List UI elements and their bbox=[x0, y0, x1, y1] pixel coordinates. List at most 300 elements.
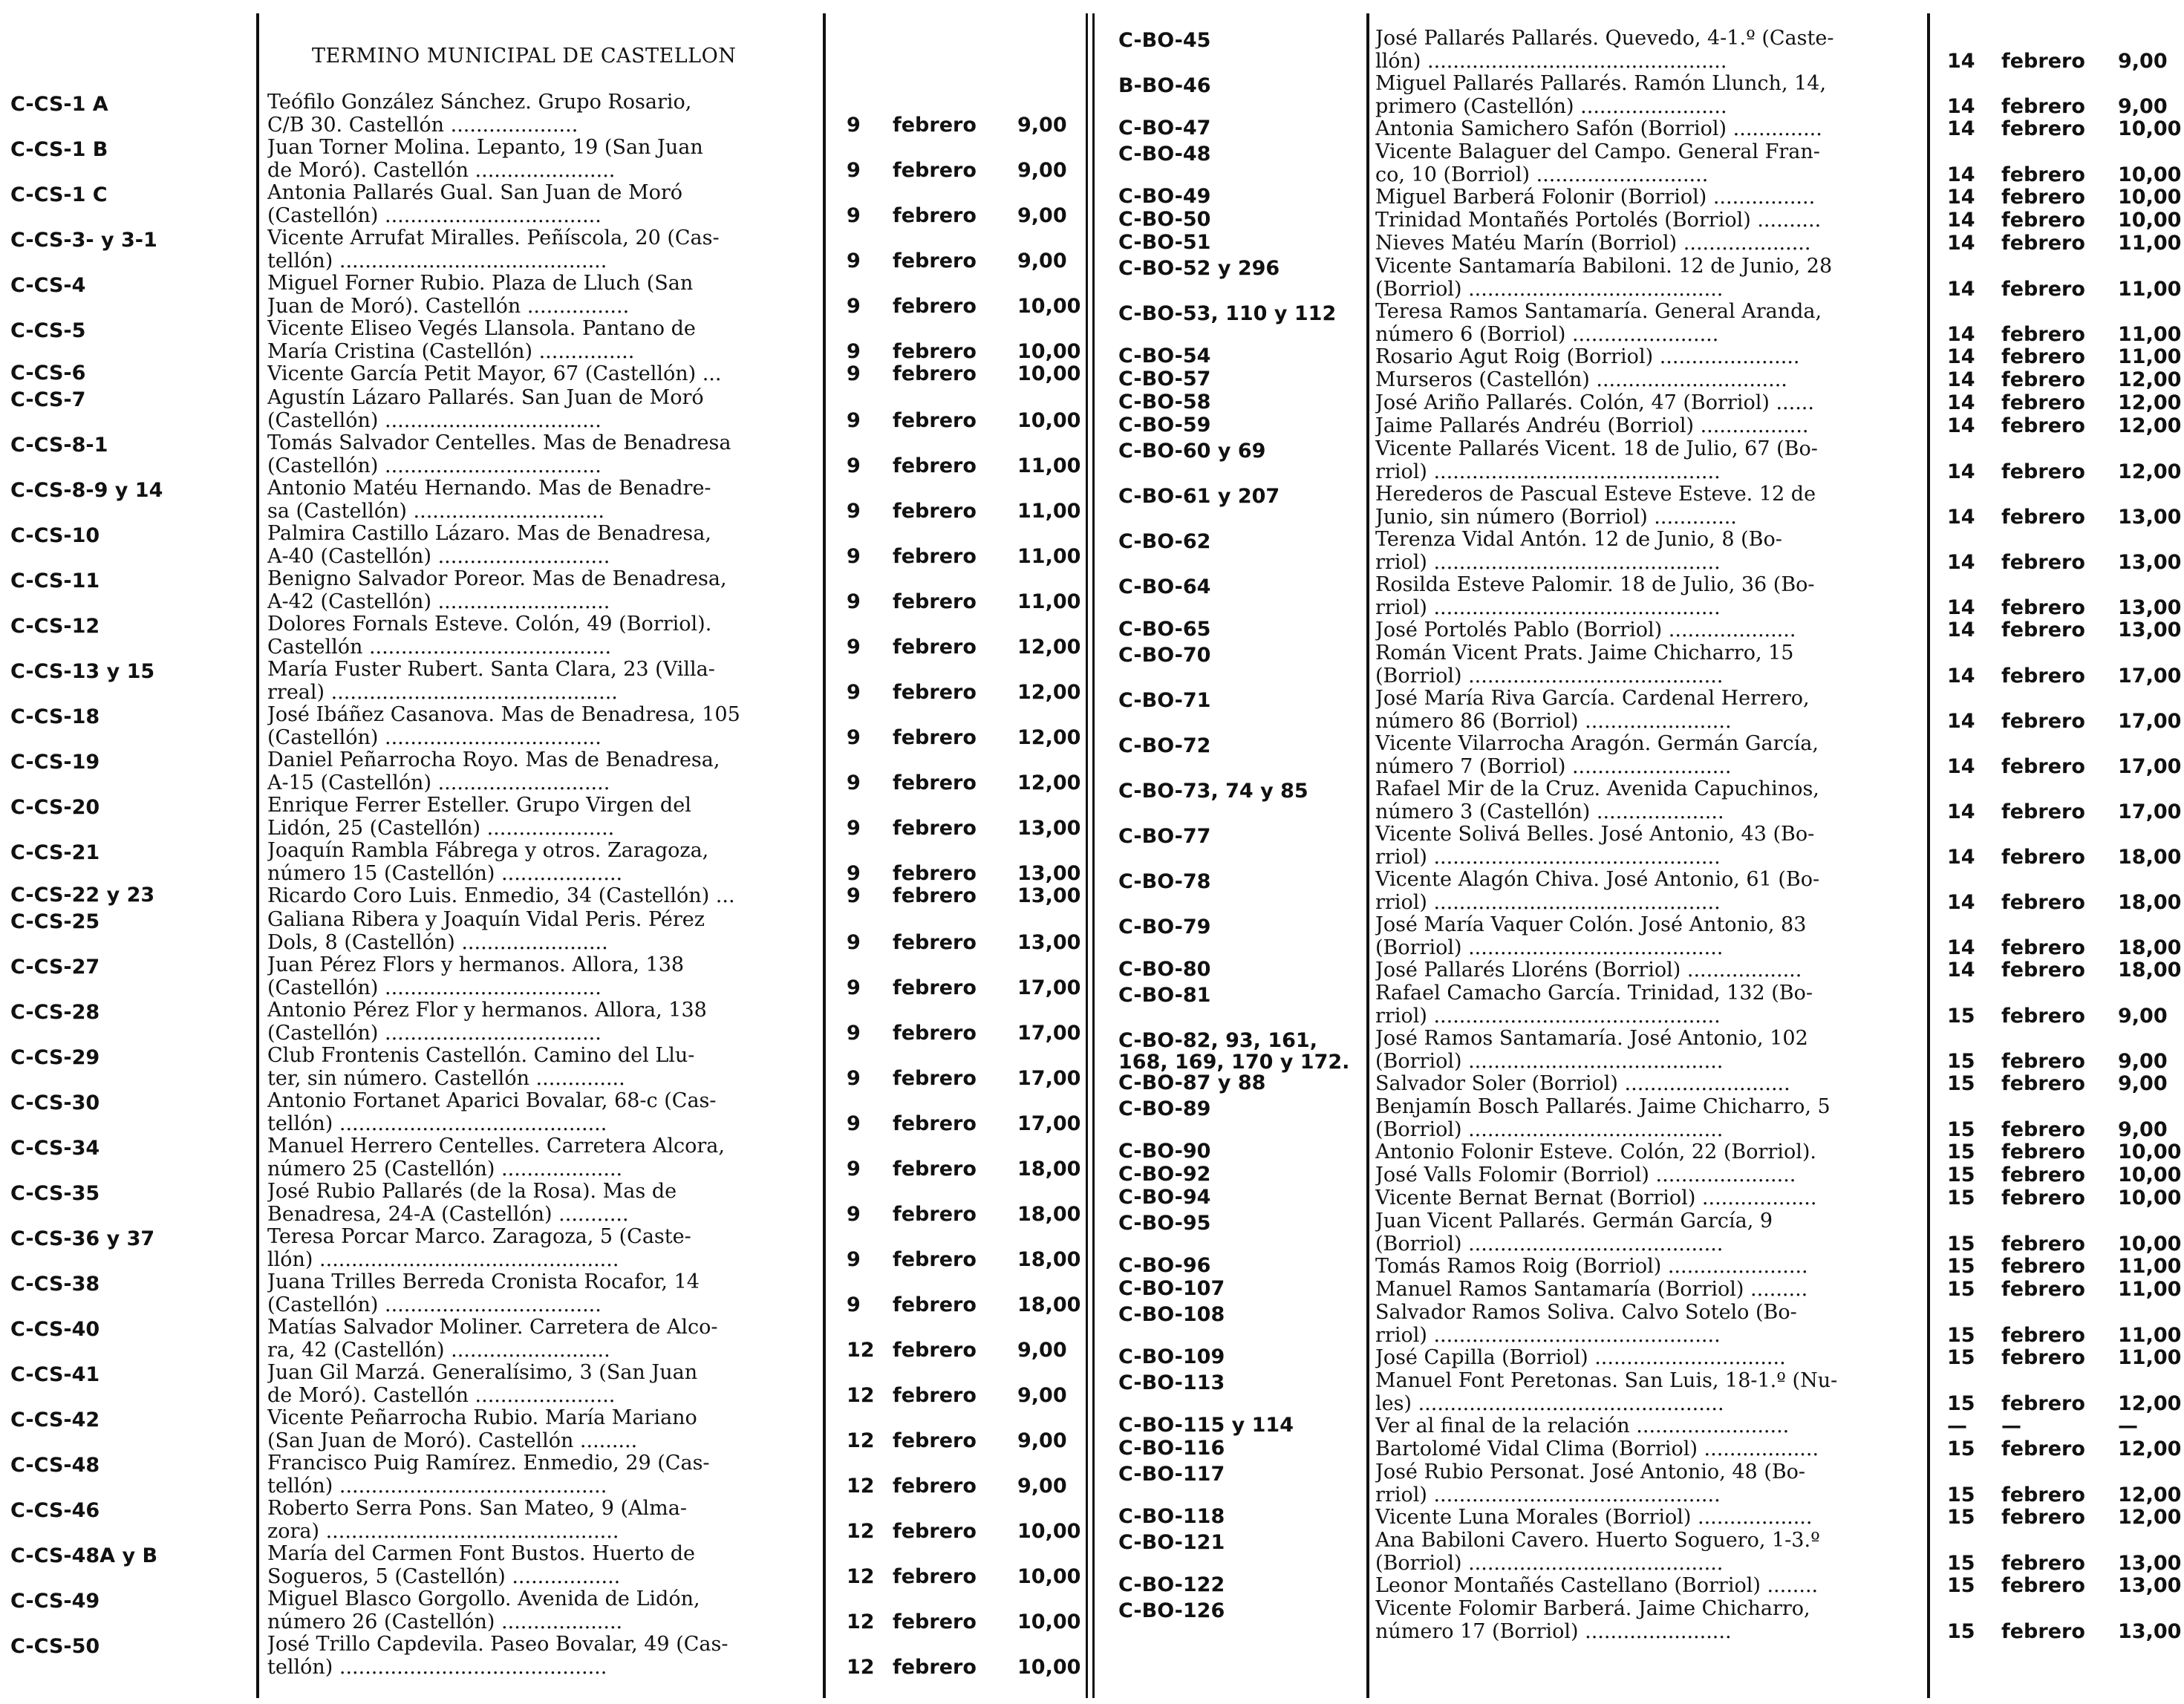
entry-hour: 10,00 bbox=[2118, 186, 2182, 209]
entry-line: Rosilda Esteve Palomir. 18 de Julio, 36 (Bo- bbox=[1375, 573, 1815, 596]
entry-code: C-CS-7 bbox=[10, 388, 86, 411]
entry-month: febrero bbox=[2001, 1346, 2085, 1369]
entry-line: Junio, sin número (Borriol) ............. bbox=[1375, 506, 1737, 529]
entry-month: febrero bbox=[2001, 232, 2085, 255]
entry-hour: 13,00 bbox=[2118, 551, 2182, 574]
entry-month: febrero bbox=[2001, 1620, 2085, 1643]
entry-code: C-BO-47 bbox=[1118, 117, 1211, 140]
entry-month: febrero bbox=[2001, 209, 2085, 232]
entry-line: primero (Castellón) ....................... bbox=[1375, 95, 1727, 118]
entry-month: febrero bbox=[893, 590, 977, 613]
entry-line: rriol) ............................................. bbox=[1375, 891, 1721, 914]
entry-line: sa (Castellón) .............................. bbox=[267, 500, 605, 523]
entry-text bbox=[267, 1180, 817, 1226]
entry-line: ra, 42 (Castellón) ......................... bbox=[267, 1339, 610, 1362]
entry-text bbox=[1375, 414, 1925, 437]
entry-line: (Borriol) ........................................ bbox=[1375, 1233, 1724, 1256]
entry-line: (San Juan de Moró). Castellón ......... bbox=[267, 1429, 638, 1452]
entry-text bbox=[1375, 1095, 1925, 1141]
entry-hour: 13,00 bbox=[2118, 1620, 2182, 1643]
entry-text bbox=[1375, 573, 1925, 619]
entry-text bbox=[267, 884, 817, 907]
entry-code: C-BO-51 bbox=[1118, 231, 1211, 254]
entry-month: febrero bbox=[893, 295, 977, 318]
entry-month: febrero bbox=[2001, 596, 2085, 619]
entry-line: Vicente Santamaría Babiloni. 12 de Junio, 28 bbox=[1375, 255, 1833, 278]
entry-day: 9 bbox=[847, 545, 861, 568]
entry-code: C-CS-42 bbox=[10, 1408, 100, 1432]
entry-day: 14 bbox=[1947, 551, 1975, 574]
entry-day: 14 bbox=[1947, 710, 1975, 733]
entry-line: rriol) ............................................. bbox=[1375, 846, 1721, 869]
entry-day: 15 bbox=[1947, 1483, 1975, 1506]
entry-code: B-BO-46 bbox=[1118, 74, 1211, 97]
entry-line: (Borriol) ........................................ bbox=[1375, 936, 1724, 959]
entry-month: febrero bbox=[2001, 618, 2085, 642]
entry-day: 9 bbox=[847, 114, 861, 137]
entry-day: 9 bbox=[847, 249, 861, 272]
entry-day: 14 bbox=[1947, 665, 1975, 688]
entry-code: C-CS-40 bbox=[10, 1318, 100, 1341]
entry-line: rriol) ............................................. bbox=[1375, 596, 1721, 619]
entry-hour: 9,00 bbox=[1017, 1429, 1067, 1452]
entry-day: 9 bbox=[847, 931, 861, 954]
entry-line: Tomás Ramos Roig (Borriol) ...................... bbox=[1375, 1255, 1808, 1278]
entry-day: 9 bbox=[847, 771, 861, 794]
entry-day: 9 bbox=[847, 500, 861, 523]
entry-month: febrero bbox=[893, 1656, 977, 1679]
entry-text bbox=[1375, 345, 1925, 368]
entry-line: rriol) ............................................. bbox=[1375, 551, 1721, 574]
entry-line: José Pallarés Pallarés. Quevedo, 4-1.º (Caste- bbox=[1375, 27, 1834, 50]
entry-text bbox=[267, 908, 817, 954]
entry-month: febrero bbox=[893, 1248, 977, 1271]
entry-hour: 18,00 bbox=[1017, 1158, 1081, 1181]
entry-line: Vicente García Petit Mayor, 67 (Castellón) ... bbox=[267, 362, 722, 385]
entry-text bbox=[1375, 1210, 1925, 1256]
entry-code: C-BO-96 bbox=[1118, 1254, 1211, 1277]
entry-hour: 13,00 bbox=[2118, 1552, 2182, 1575]
column-rule bbox=[1366, 13, 1369, 1698]
entry-text bbox=[1375, 1140, 1925, 1163]
entry-hour: 17,00 bbox=[1017, 976, 1081, 999]
entry-day: 14 bbox=[1947, 163, 1975, 186]
entry-line: rriol) ............................................. bbox=[1375, 1005, 1721, 1028]
entry-line: (Castellón) .................................. bbox=[267, 204, 602, 227]
entry-hour: 18,00 bbox=[1017, 1293, 1081, 1316]
entry-text bbox=[1375, 437, 1925, 483]
entry-month: febrero bbox=[2001, 959, 2085, 982]
entry-text bbox=[1375, 1278, 1925, 1301]
entry-text bbox=[1375, 1437, 1925, 1460]
entry-code: C-CS-46 bbox=[10, 1499, 100, 1522]
entry-text bbox=[267, 91, 817, 137]
entry-line: Roberto Serra Pons. San Mateo, 9 (Alma- bbox=[267, 1497, 687, 1520]
entry-text bbox=[267, 794, 817, 840]
entry-day: 15 bbox=[1947, 1506, 1975, 1529]
entry-day: 9 bbox=[847, 454, 861, 477]
entry-line: Palmira Castillo Lázaro. Mas de Benadresa, bbox=[267, 522, 711, 545]
entry-line: Antonio Fortanet Aparici Bovalar, 68-c (Cas- bbox=[267, 1089, 717, 1112]
entry-month: febrero bbox=[2001, 323, 2085, 346]
entry-text bbox=[1375, 1346, 1925, 1369]
entry-month: febrero bbox=[2001, 1574, 2085, 1597]
entry-code: C-BO-65 bbox=[1118, 618, 1211, 641]
entry-month: febrero bbox=[893, 545, 977, 568]
entry-code: C-BO-89 bbox=[1118, 1097, 1211, 1120]
entry-month: febrero bbox=[893, 1203, 977, 1226]
entry-hour: 11,00 bbox=[1017, 590, 1081, 613]
entry-line: Agustín Lázaro Pallarés. San Juan de Moró bbox=[267, 386, 704, 409]
entry-day: 14 bbox=[1947, 618, 1975, 642]
entry-hour: 13,00 bbox=[2118, 596, 2182, 619]
entry-line: José Ibáñez Casanova. Mas de Benadresa, 105 bbox=[267, 703, 740, 726]
entry-hour: 9,00 bbox=[1017, 204, 1067, 227]
entry-text bbox=[1375, 1301, 1925, 1347]
entry-line: Juan Vicent Pallarés. Germán García, 9 bbox=[1375, 1210, 1773, 1233]
entry-hour: 9,00 bbox=[2118, 1072, 2168, 1095]
entry-line: José Rubio Pallarés (de la Rosa). Mas de bbox=[267, 1180, 677, 1203]
entry-month: febrero bbox=[2001, 1186, 2085, 1210]
entry-hour: 13,00 bbox=[1017, 862, 1081, 885]
entry-hour: 11,00 bbox=[2118, 323, 2182, 346]
entry-code: C-CS-41 bbox=[10, 1363, 100, 1386]
entry-hour: 10,00 bbox=[1017, 1610, 1081, 1633]
entry-code: C-BO-54 bbox=[1118, 345, 1211, 368]
entry-code: C-CS-28 bbox=[10, 1001, 100, 1024]
entry-day: 15 bbox=[1947, 1163, 1975, 1186]
entry-day: 15 bbox=[1947, 1392, 1975, 1415]
entry-line: José Portolés Pablo (Borriol) .................... bbox=[1375, 618, 1796, 642]
entry-text bbox=[1375, 777, 1925, 823]
entry-month: febrero bbox=[893, 817, 977, 840]
entry-line: tellón) .......................................... bbox=[267, 1112, 607, 1135]
entry-text bbox=[267, 1044, 817, 1090]
entry-text bbox=[1375, 618, 1925, 642]
entry-month: febrero bbox=[2001, 1005, 2085, 1028]
entry-code: C-BO-71 bbox=[1118, 689, 1211, 712]
entry-code: C-CS-1 A bbox=[10, 93, 108, 116]
entry-text bbox=[1375, 642, 1925, 688]
entry-line: de Moró). Castellón ...................... bbox=[267, 159, 616, 182]
entry-text bbox=[1375, 1597, 1925, 1643]
entry-text bbox=[267, 272, 817, 318]
entry-line: Vicente Vilarrocha Aragón. Germán García, bbox=[1375, 732, 1819, 755]
entry-text bbox=[267, 839, 817, 885]
entry-month: febrero bbox=[893, 862, 977, 885]
entry-hour: 11,00 bbox=[2118, 1255, 2182, 1278]
entry-line: Juan Torner Molina. Lepanto, 19 (San Juan bbox=[267, 136, 703, 159]
entry-code: C-BO-87 y 88 bbox=[1118, 1071, 1266, 1094]
entry-text bbox=[267, 567, 817, 613]
entry-text bbox=[267, 748, 817, 794]
entry-hour: 12,00 bbox=[1017, 636, 1081, 659]
entry-month: febrero bbox=[2001, 936, 2085, 959]
entry-line: ter, sin número. Castellón .............. bbox=[267, 1067, 625, 1090]
entry-month: febrero bbox=[2001, 368, 2085, 391]
entry-day: 9 bbox=[847, 862, 861, 885]
entry-hour: 12,00 bbox=[2118, 1437, 2182, 1460]
entry-hour: 9,00 bbox=[2118, 50, 2168, 73]
entry-hour: 10,00 bbox=[1017, 340, 1081, 363]
entry-month: febrero bbox=[893, 681, 977, 704]
entry-code: C-CS-27 bbox=[10, 956, 100, 979]
entry-month: febrero bbox=[2001, 506, 2085, 529]
entry-line: Miguel Pallarés Pallarés. Ramón Llunch, 14, bbox=[1375, 72, 1827, 95]
entry-day: 9 bbox=[847, 295, 861, 318]
entry-line: (Castellón) .................................. bbox=[267, 454, 602, 477]
entry-line: Ana Babiloni Cavero. Huerto Soguero, 1-3.º bbox=[1375, 1529, 1820, 1552]
entry-hour: 10,00 bbox=[2118, 1186, 2182, 1210]
entry-code: C-BO-49 bbox=[1118, 185, 1211, 208]
entry-line: Antonio Pérez Flor y hermanos. Allora, 138 bbox=[267, 999, 707, 1022]
entry-day: 14 bbox=[1947, 323, 1975, 346]
entry-month: febrero bbox=[2001, 846, 2085, 869]
entry-text bbox=[1375, 27, 1925, 73]
entry-text bbox=[267, 1270, 817, 1316]
entry-line: (Borriol) ........................................ bbox=[1375, 1552, 1724, 1575]
entry-text bbox=[267, 613, 817, 659]
entry-text bbox=[267, 522, 817, 568]
entry-code: C-CS-36 y 37 bbox=[10, 1227, 155, 1250]
entry-line: Leonor Montañés Castellano (Borriol) ........ bbox=[1375, 1574, 1819, 1597]
entry-line: Rafael Camacho García. Trinidad, 132 (Bo- bbox=[1375, 982, 1813, 1005]
entry-line: Antonia Samichero Safón (Borriol) .............. bbox=[1375, 117, 1822, 140]
entry-text bbox=[1375, 1027, 1925, 1073]
entry-month: febrero bbox=[2001, 1050, 2085, 1073]
entry-hour: 9,00 bbox=[2118, 1005, 2168, 1028]
entry-line: Manuel Font Peretonas. San Luis, 18-1.º (Nu- bbox=[1375, 1369, 1838, 1392]
entry-line: rriol) ............................................. bbox=[1375, 1483, 1721, 1506]
entry-line: Miguel Blasco Gorgollo. Avenida de Lidón, bbox=[267, 1587, 700, 1610]
entry-line: Tomás Salvador Centelles. Mas de Benadresa bbox=[267, 431, 731, 454]
entry-line: rriol) ............................................. bbox=[1375, 460, 1721, 483]
entry-line: tellón) .......................................... bbox=[267, 1475, 607, 1498]
entry-hour: 11,00 bbox=[2118, 1278, 2182, 1301]
entry-month: febrero bbox=[2001, 800, 2085, 823]
entry-month: febrero bbox=[2001, 1324, 2085, 1347]
entry-line: Román Vicent Prats. Jaime Chicharro, 15 bbox=[1375, 642, 1794, 665]
entry-line: Francisco Puig Ramírez. Enmedio, 29 (Cas- bbox=[267, 1452, 710, 1475]
entry-month: febrero bbox=[2001, 460, 2085, 483]
entry-text bbox=[267, 1542, 817, 1588]
entry-day: 14 bbox=[1947, 209, 1975, 232]
entry-month: febrero bbox=[2001, 665, 2085, 688]
entry-code: C-CS-13 y 15 bbox=[10, 660, 155, 683]
entry-hour: — bbox=[2118, 1414, 2138, 1437]
entry-code: C-BO-77 bbox=[1118, 825, 1211, 848]
entry-text bbox=[1375, 959, 1925, 982]
entry-text bbox=[1375, 913, 1925, 959]
entry-line: Galiana Ribera y Joaquín Vidal Peris. Pérez bbox=[267, 908, 705, 931]
entry-line: tellón) .......................................... bbox=[267, 1656, 607, 1679]
entry-day: 14 bbox=[1947, 460, 1975, 483]
column-rule bbox=[256, 13, 259, 1698]
entry-line: (Castellón) .................................. bbox=[267, 976, 602, 999]
entry-hour: 11,00 bbox=[2118, 1324, 2182, 1347]
entry-hour: 17,00 bbox=[2118, 665, 2182, 688]
entry-hour: 12,00 bbox=[2118, 368, 2182, 391]
entry-text bbox=[267, 1633, 817, 1679]
entry-text bbox=[267, 181, 817, 227]
entry-month: febrero bbox=[893, 976, 977, 999]
entry-month: febrero bbox=[893, 1429, 977, 1452]
entry-code: C-BO-70 bbox=[1118, 644, 1211, 667]
entry-line: llón) ............................................... bbox=[267, 1248, 619, 1271]
entry-hour: 12,00 bbox=[1017, 771, 1081, 794]
entry-day: 15 bbox=[1947, 1005, 1975, 1028]
entry-line: rreal) ............................................. bbox=[267, 681, 618, 704]
entry-hour: 17,00 bbox=[1017, 1022, 1081, 1045]
entry-text bbox=[1375, 1186, 1925, 1210]
entry-month: febrero bbox=[893, 340, 977, 363]
entry-day: 12 bbox=[847, 1565, 875, 1588]
entry-code: C-CS-12 bbox=[10, 615, 100, 638]
entry-hour: 13,00 bbox=[1017, 817, 1081, 840]
entry-text bbox=[1375, 1369, 1925, 1415]
entry-code: C-CS-35 bbox=[10, 1182, 100, 1205]
entry-hour: 17,00 bbox=[1017, 1067, 1081, 1090]
entry-month: febrero bbox=[2001, 1552, 2085, 1575]
entry-line: Rosario Agut Roig (Borriol) ...................... bbox=[1375, 345, 1800, 368]
entry-line: de Moró). Castellón ...................... bbox=[267, 1384, 616, 1407]
entry-hour: 12,00 bbox=[2118, 414, 2182, 437]
entry-day: 9 bbox=[847, 817, 861, 840]
entry-hour: 10,00 bbox=[1017, 362, 1081, 385]
entry-line: Vicente Arrufat Miralles. Peñíscola, 20 (Cas- bbox=[267, 226, 720, 249]
entry-month: febrero bbox=[2001, 163, 2085, 186]
entry-hour: 10,00 bbox=[1017, 1520, 1081, 1543]
entry-code: C-CS-4 bbox=[10, 274, 86, 297]
entry-month: febrero bbox=[2001, 278, 2085, 301]
entry-code: C-BO-79 bbox=[1118, 915, 1211, 938]
entry-line: José Capilla (Borriol) .............................. bbox=[1375, 1346, 1786, 1369]
entry-code: C-CS-29 bbox=[10, 1046, 100, 1069]
entry-text bbox=[1375, 868, 1925, 914]
entry-hour: 18,00 bbox=[1017, 1203, 1081, 1226]
entry-line: José Valls Folomir (Borriol) ...................... bbox=[1375, 1163, 1796, 1186]
entry-line: Salvador Soler (Borriol) .......................... bbox=[1375, 1072, 1790, 1095]
entry-text bbox=[267, 1497, 817, 1543]
entry-line: A-40 (Castellón) ........................... bbox=[267, 545, 610, 568]
entry-code: C-BO-53, 110 y 112 bbox=[1118, 302, 1337, 325]
entry-text bbox=[267, 477, 817, 523]
entry-line: Vicente Luna Morales (Borriol) .................. bbox=[1375, 1506, 1813, 1529]
entry-month: febrero bbox=[893, 1339, 977, 1362]
entry-text bbox=[1375, 732, 1925, 778]
entry-day: 9 bbox=[847, 726, 861, 749]
entry-hour: 9,00 bbox=[1017, 159, 1067, 182]
entry-day: 15 bbox=[1947, 1186, 1975, 1210]
entry-code: C-CS-22 y 23 bbox=[10, 884, 155, 907]
entry-line: Vicente Bernat Bernat (Borriol) .................. bbox=[1375, 1186, 1817, 1210]
entry-day: 15 bbox=[1947, 1140, 1975, 1163]
entry-month: febrero bbox=[2001, 1072, 2085, 1095]
entry-day: 9 bbox=[847, 636, 861, 659]
entry-hour: 13,00 bbox=[1017, 931, 1081, 954]
entry-day: 9 bbox=[847, 1067, 861, 1090]
entry-hour: 10,00 bbox=[2118, 209, 2182, 232]
entry-month: febrero bbox=[2001, 391, 2085, 414]
entry-code: C-BO-116 bbox=[1118, 1437, 1225, 1460]
entry-month: febrero bbox=[893, 204, 977, 227]
entry-day: 12 bbox=[847, 1429, 875, 1452]
entry-code: C-CS-48A y B bbox=[10, 1544, 158, 1567]
entry-code: C-CS-34 bbox=[10, 1137, 100, 1160]
entry-hour: 18,00 bbox=[2118, 846, 2182, 869]
entry-code: C-BO-117 bbox=[1118, 1463, 1225, 1486]
entry-line: C/B 30. Castellón .................... bbox=[267, 114, 578, 137]
entry-line: número 86 (Borriol) ....................... bbox=[1375, 710, 1732, 733]
entry-hour: 13,00 bbox=[2118, 506, 2182, 529]
entry-month: febrero bbox=[893, 1610, 977, 1633]
entry-text bbox=[267, 658, 817, 704]
entry-hour: 10,00 bbox=[1017, 409, 1081, 432]
entry-line: número 3 (Castellón) .................... bbox=[1375, 800, 1724, 823]
entry-line: rriol) ............................................. bbox=[1375, 1324, 1721, 1347]
entry-month: febrero bbox=[893, 1520, 977, 1543]
entry-day: 12 bbox=[847, 1610, 875, 1633]
entry-month: febrero bbox=[2001, 117, 2085, 140]
entry-day: 14 bbox=[1947, 506, 1975, 529]
entry-line: Joaquín Rambla Fábrega y otros. Zaragoza, bbox=[267, 839, 709, 862]
entry-line: Vicente Solivá Belles. José Antonio, 43 (Bo- bbox=[1375, 823, 1815, 846]
entry-month: febrero bbox=[893, 1022, 977, 1045]
entry-hour: 10,00 bbox=[2118, 1233, 2182, 1256]
entry-hour: 12,00 bbox=[1017, 726, 1081, 749]
entry-line: Teresa Ramos Santamaría. General Aranda, bbox=[1375, 300, 1822, 323]
entry-code: C-CS-6 bbox=[10, 362, 86, 385]
entry-code: C-CS-18 bbox=[10, 705, 100, 728]
entry-hour: 11,00 bbox=[2118, 232, 2182, 255]
entry-code: C-BO-109 bbox=[1118, 1345, 1225, 1368]
entry-hour: 10,00 bbox=[2118, 117, 2182, 140]
entry-text bbox=[1375, 1529, 1925, 1575]
entry-day: 9 bbox=[847, 409, 861, 432]
entry-month: febrero bbox=[2001, 891, 2085, 914]
entry-line: llón) ............................................... bbox=[1375, 50, 1727, 73]
entry-line: Vicente Balaguer del Campo. General Fran- bbox=[1375, 140, 1820, 163]
entry-line: Sogueros, 5 (Castellón) ................. bbox=[267, 1565, 621, 1588]
entry-month: febrero bbox=[2001, 186, 2085, 209]
entry-line: Antonio Matéu Hernando. Mas de Benadre- bbox=[267, 477, 711, 500]
entry-text bbox=[1375, 1414, 1925, 1437]
entry-hour: 12,00 bbox=[2118, 1392, 2182, 1415]
entry-code: C-BO-50 bbox=[1118, 208, 1211, 231]
entry-line: (Borriol) ........................................ bbox=[1375, 278, 1724, 301]
entry-month: febrero bbox=[2001, 755, 2085, 778]
entry-line: A-15 (Castellón) ........................... bbox=[267, 771, 610, 794]
entry-hour: 13,00 bbox=[2118, 1574, 2182, 1597]
entry-hour: 17,00 bbox=[2118, 755, 2182, 778]
entry-text bbox=[267, 431, 817, 477]
entry-day: 14 bbox=[1947, 117, 1975, 140]
entry-code: C-BO-90 bbox=[1118, 1140, 1211, 1163]
entry-hour: 18,00 bbox=[2118, 936, 2182, 959]
entry-text bbox=[1375, 209, 1925, 232]
entry-day: 9 bbox=[847, 1022, 861, 1045]
entry-day: 12 bbox=[847, 1475, 875, 1498]
entry-day: 14 bbox=[1947, 391, 1975, 414]
entry-hour: 18,00 bbox=[1017, 1248, 1081, 1271]
entry-day: 14 bbox=[1947, 345, 1975, 368]
entry-code: C-BO-59 bbox=[1118, 414, 1211, 437]
entry-month: febrero bbox=[2001, 1437, 2085, 1460]
entry-month: febrero bbox=[893, 1565, 977, 1588]
entry-text bbox=[267, 1406, 817, 1452]
entry-day: 9 bbox=[847, 362, 861, 385]
entry-month: febrero bbox=[2001, 414, 2085, 437]
